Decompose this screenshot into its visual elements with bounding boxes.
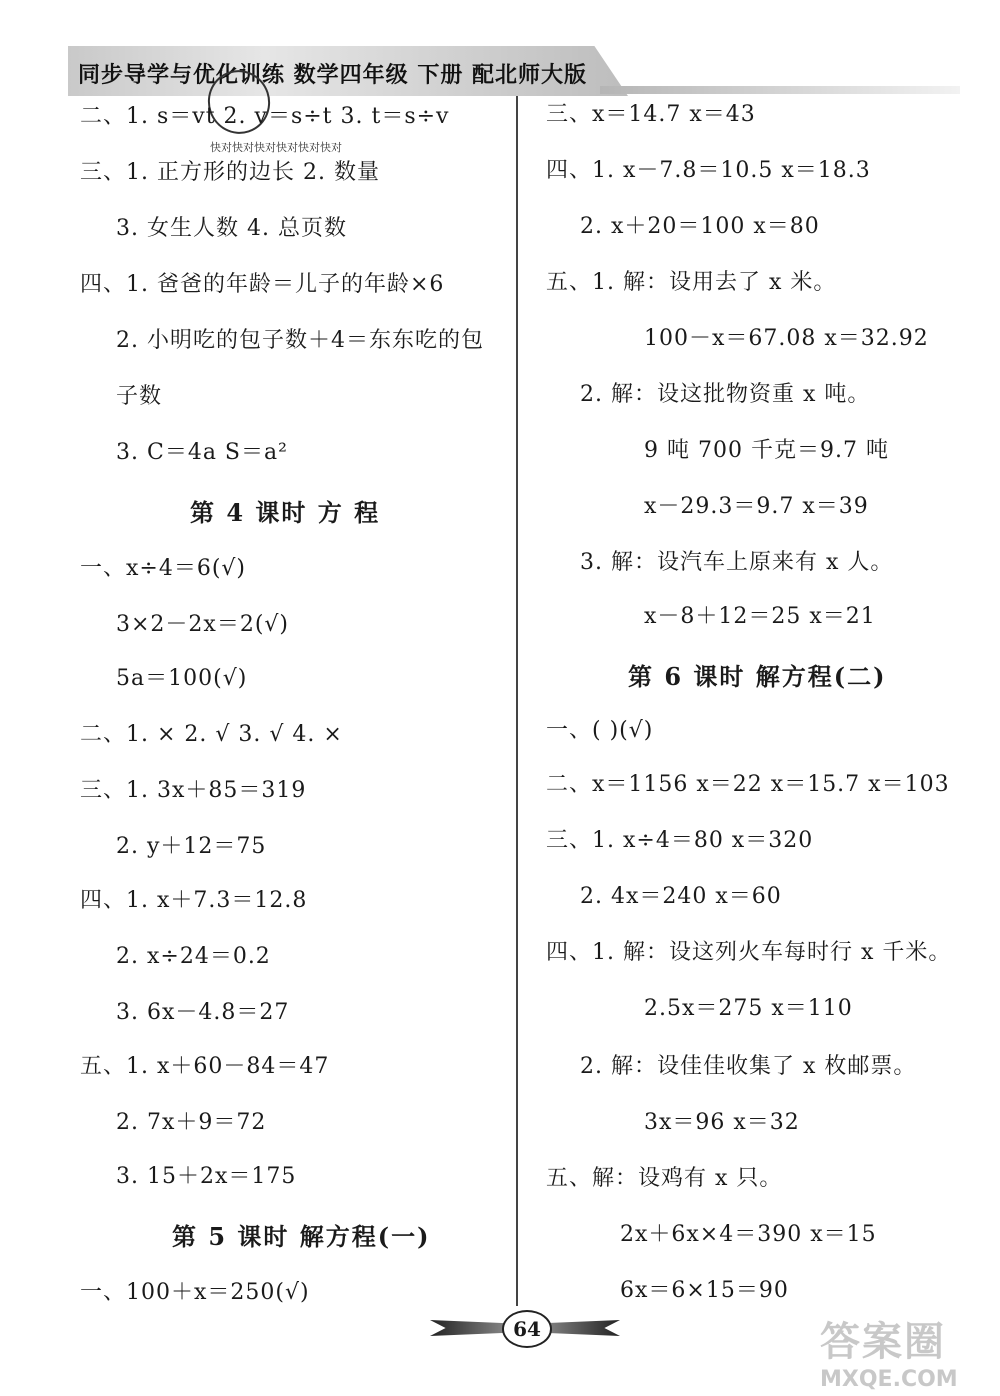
right-line: 四、1. 解：设这列火车每时行 x 千米。: [546, 940, 952, 965]
watermark-url: MXQE.COM: [820, 1367, 958, 1392]
ornament-wing-right: [542, 1320, 620, 1336]
right-line: 9 吨 700 千克＝9.7 吨: [644, 438, 889, 463]
left-line: 2. y＋12＝75: [116, 834, 267, 859]
right-line: 二、x＝1156 x＝22 x＝15.7 x＝103: [546, 772, 950, 797]
left-line: 二、1. × 2. √ 3. √ 4. ×: [80, 722, 343, 747]
left-line: 3. 6x－4.8＝27: [116, 1000, 290, 1025]
right-line: 2.5x＝275 x＝110: [644, 996, 853, 1021]
right-line: 2. 解：设这批物资重 x 吨。: [580, 382, 871, 407]
watermark: [820, 1310, 990, 1390]
right-line: x－29.3＝9.7 x＝39: [644, 494, 869, 519]
page-number-ornament: [430, 1308, 620, 1348]
section-title: 第 5 课时 解方程(一): [172, 1222, 431, 1251]
left-line: 一、100＋x＝250(√): [80, 1280, 310, 1305]
left-line: 三、1. 正方形的边长 2. 数量: [80, 160, 380, 185]
right-line: 2x＋6x×4＝390 x＝15: [620, 1222, 877, 1247]
right-line: 五、解：设鸡有 x 只。: [546, 1166, 783, 1191]
header-title: 同步导学与优化训练 数学四年级 下册 配北师大版: [78, 62, 587, 88]
left-line: 2. 小明吃的包子数＋4＝东东吃的包: [116, 328, 484, 353]
right-line: 2. x＋20＝100 x＝80: [580, 214, 820, 239]
page-number: 64: [502, 1310, 552, 1348]
right-line: 五、1. 解：设用去了 x 米。: [546, 270, 837, 295]
right-line: 三、1. x÷4＝80 x＝320: [546, 828, 814, 853]
right-line: 2. 解：设佳佳收集了 x 枚邮票。: [580, 1054, 917, 1079]
left-line: 四、1. 爸爸的年龄＝儿子的年龄×6: [80, 272, 445, 297]
right-line: 100－x＝67.08 x＝32.92: [644, 326, 929, 351]
left-line: 3×2－2x＝2(√): [116, 612, 290, 637]
left-line: 2. x÷24＝0.2: [116, 944, 271, 969]
right-line: 6x＝6×15＝90: [620, 1278, 789, 1303]
stamp-text: 快对快对快对快对快对快对: [210, 141, 342, 154]
left-line: 子数: [116, 384, 163, 409]
right-line: 3. 解：设汽车上原来有 x 人。: [580, 550, 894, 575]
left-line: 5a＝100(√): [116, 666, 248, 691]
left-line: 2. 7x＋9＝72: [116, 1110, 267, 1135]
left-line: 二、1. s＝vt 2. v＝s÷t 3. t＝s÷v: [80, 104, 450, 129]
left-line: 三、1. 3x＋85＝319: [80, 778, 307, 803]
ornament-wing-left: [430, 1320, 508, 1336]
right-line: 2. 4x＝240 x＝60: [580, 884, 782, 909]
left-line: 3. 15＋2x＝175: [116, 1164, 297, 1189]
right-line: 四、1. x－7.8＝10.5 x＝18.3: [546, 158, 871, 183]
left-line: 3. 女生人数 4. 总页数: [116, 216, 347, 241]
left-line: 四、1. x＋7.3＝12.8: [80, 888, 308, 913]
right-line: 一、( )(√): [546, 718, 654, 743]
section-title: 第 4 课时 方 程: [190, 498, 381, 527]
column-divider: [516, 96, 518, 1306]
section-title: 第 6 课时 解方程(二): [628, 662, 887, 691]
watermark-logo: 答案圈: [820, 1319, 946, 1365]
right-line: 三、x＝14.7 x＝43: [546, 102, 756, 127]
right-line: x－8＋12＝25 x＝21: [644, 604, 876, 629]
left-line: 一、x÷4＝6(√): [80, 556, 247, 581]
right-line: 3x＝96 x＝32: [644, 1110, 800, 1135]
left-line: 3. C＝4a S＝a²: [116, 440, 288, 465]
left-line: 五、1. x＋60－84＝47: [80, 1054, 330, 1079]
header-banner-tail: [600, 86, 960, 94]
